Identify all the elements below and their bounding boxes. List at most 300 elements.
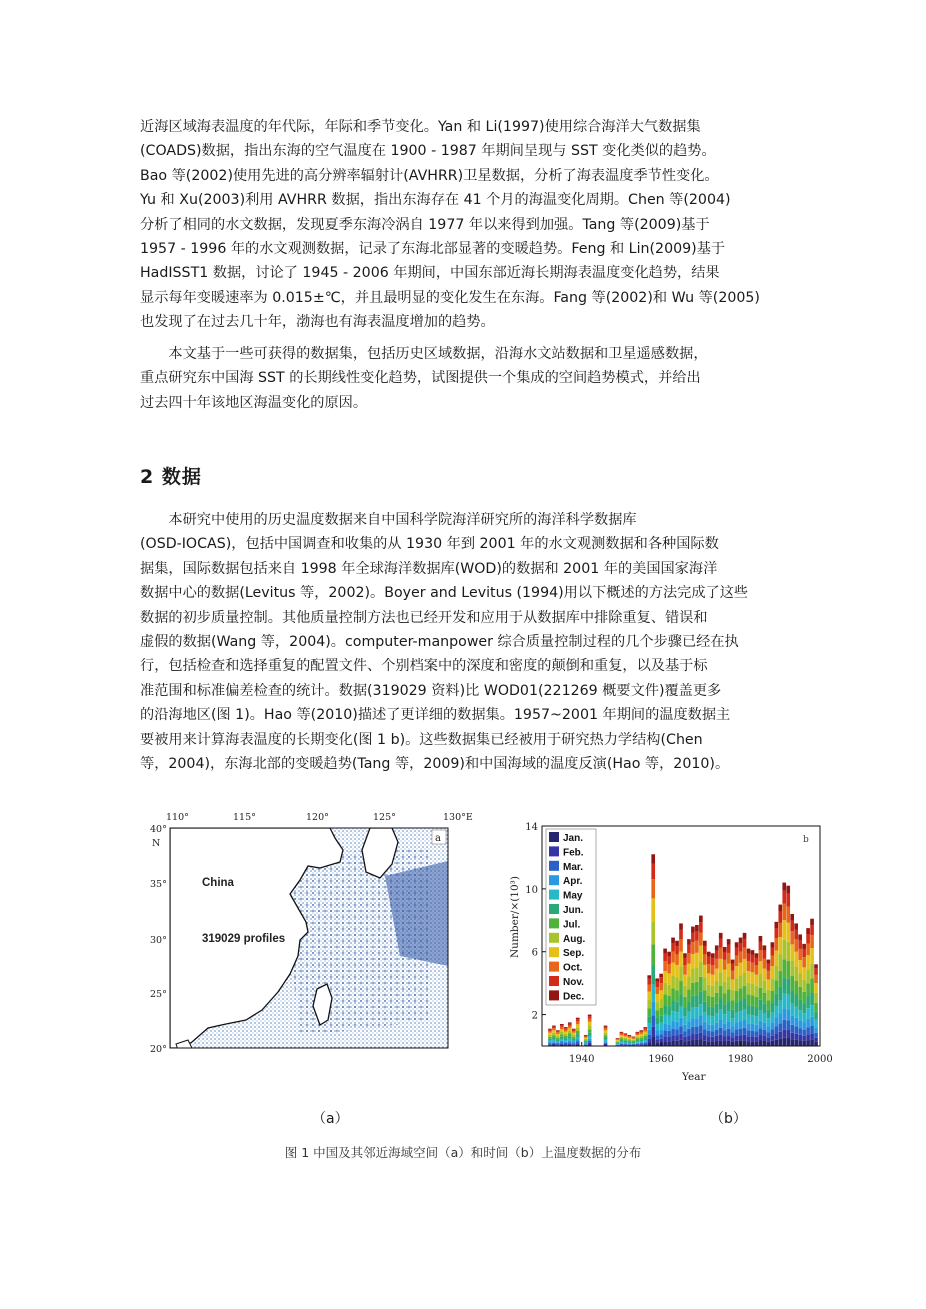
bar-segment-Aug. xyxy=(802,980,806,992)
panel-letter-a: a xyxy=(435,833,441,844)
text-line: 数据中心的数据(Levitus 等，2002)。Boyer and Levitus (1994)用以下概述的方法完成了这些 xyxy=(140,585,749,602)
bar-segment-Apr. xyxy=(707,1024,711,1031)
bar-segment-Dec. xyxy=(814,964,818,968)
bar-segment-Dec. xyxy=(723,947,727,952)
bar-segment-Feb. xyxy=(711,1037,715,1042)
stacked-bar-1957 xyxy=(647,975,651,1046)
bar-segment-Oct. xyxy=(774,938,778,950)
bar-segment-Jun. xyxy=(628,1041,632,1042)
legend-swatch xyxy=(549,962,559,972)
bar-segment-Oct. xyxy=(767,971,771,980)
bar-segment-Feb. xyxy=(635,1045,639,1046)
bar-segment-Apr. xyxy=(671,1021,675,1029)
lat-label-40: 40° xyxy=(150,824,167,835)
bar-segment-Jul. xyxy=(703,990,707,1002)
legend-label: Jun. xyxy=(563,905,584,916)
bar-segment-Mar. xyxy=(576,1041,580,1043)
bar-segment-May xyxy=(632,1043,636,1044)
bar-segment-Mar. xyxy=(588,1041,592,1043)
bar-segment-Aug. xyxy=(731,990,735,1000)
bar-segment-Apr. xyxy=(639,1042,643,1043)
bar-segment-May xyxy=(786,995,790,1009)
bar-segment-Oct. xyxy=(568,1025,572,1027)
bar-segment-May xyxy=(751,1015,755,1024)
lon-label-120: 120° xyxy=(306,812,329,823)
bar-segment-Aug. xyxy=(663,983,667,995)
bar-segment-Feb. xyxy=(576,1043,580,1044)
bar-segment-May xyxy=(635,1041,639,1042)
bar-segment-Apr. xyxy=(635,1043,639,1044)
bar-segment-Mar. xyxy=(703,1029,707,1035)
bar-segment-Jul. xyxy=(552,1035,556,1037)
bar-segment-Jun. xyxy=(763,1004,767,1014)
stacked-bar-1958 xyxy=(651,854,655,1046)
bar-segment-Nov. xyxy=(759,942,763,951)
bar-segment-Dec. xyxy=(679,923,683,929)
stacked-bar-1938 xyxy=(572,1029,576,1046)
stacked-bar-1953 xyxy=(632,1037,636,1046)
bar-segment-Mar. xyxy=(556,1043,560,1044)
bar-segment-Aug. xyxy=(794,966,798,981)
bar-segment-Jan. xyxy=(711,1041,715,1046)
bar-segment-Feb. xyxy=(548,1044,552,1045)
bar-segment-Aug. xyxy=(814,993,818,1003)
bar-segment-May xyxy=(679,1007,683,1018)
bar-segment-Aug. xyxy=(679,966,683,981)
bar-segment-Sep. xyxy=(639,1034,643,1036)
stacked-bar-1977 xyxy=(727,939,731,1046)
bar-segment-Feb. xyxy=(782,1030,786,1038)
bar-segment-Jun. xyxy=(560,1037,564,1039)
bar-segment-Oct. xyxy=(564,1030,568,1032)
bar-segment-Jun. xyxy=(703,1002,707,1013)
bar-segment-Sep. xyxy=(723,970,727,982)
bar-segment-Nov. xyxy=(675,946,679,954)
bar-segment-May xyxy=(616,1043,620,1044)
stacked-bar-1951 xyxy=(624,1033,628,1046)
bar-segment-Jul. xyxy=(715,993,719,1004)
bar-segment-Feb. xyxy=(798,1035,802,1041)
bar-segment-Feb. xyxy=(564,1044,568,1045)
legend-swatch xyxy=(549,933,559,943)
bar-segment-Apr. xyxy=(628,1043,632,1044)
bar-segment-Mar. xyxy=(763,1030,767,1036)
panel-letter-b: b xyxy=(803,835,809,845)
y-axis-ticks xyxy=(525,822,546,1022)
bar-segment-Feb. xyxy=(659,1039,663,1043)
bar-segment-Dec. xyxy=(798,934,802,940)
bar-segment-Jul. xyxy=(786,961,790,979)
bar-segment-Jun. xyxy=(675,1002,679,1013)
bar-segment-Jun. xyxy=(727,1001,731,1012)
bar-segment-Mar. xyxy=(620,1044,624,1045)
bar-segment-Jul. xyxy=(675,990,679,1002)
bar-segment-May xyxy=(814,1020,818,1027)
bar-segment-May xyxy=(767,1018,771,1026)
stacked-bar-1963 xyxy=(671,938,675,1046)
bar-segment-Feb. xyxy=(552,1044,556,1045)
stacked-bar-1988 xyxy=(771,942,775,1046)
bar-segment-Mar. xyxy=(723,1030,727,1036)
stacked-bar-1961 xyxy=(663,949,667,1046)
bar-segment-Apr. xyxy=(735,1022,739,1029)
bar-segment-Aug. xyxy=(651,921,655,944)
bar-segment-Sep. xyxy=(782,920,786,940)
bar-segment-Jun. xyxy=(584,1041,588,1042)
bar-segment-May xyxy=(763,1014,767,1023)
bar-segment-Jun. xyxy=(723,1004,727,1014)
bar-segment-Dec. xyxy=(675,941,679,946)
bar-segment-Jul. xyxy=(810,979,814,993)
bar-segment-Feb. xyxy=(667,1037,671,1042)
bar-segment-Jul. xyxy=(647,1009,651,1017)
bar-segment-Apr. xyxy=(763,1023,767,1030)
bar-segment-Nov. xyxy=(564,1028,568,1030)
bar-segment-Feb. xyxy=(747,1036,751,1041)
bar-segment-Aug. xyxy=(703,978,707,991)
bar-segment-Mar. xyxy=(735,1029,739,1035)
bar-segment-Jan. xyxy=(715,1041,719,1046)
bar-segment-Nov. xyxy=(711,958,715,965)
bar-segment-Jul. xyxy=(711,997,715,1007)
bar-segment-Dec. xyxy=(802,944,806,949)
bar-segment-Feb. xyxy=(731,1037,735,1041)
bar-segment-Aug. xyxy=(620,1037,624,1039)
bar-segment-Oct. xyxy=(560,1027,564,1029)
bar-segment-Dec. xyxy=(588,1015,592,1017)
bar-segment-Jun. xyxy=(635,1040,639,1041)
bar-segment-Jul. xyxy=(771,991,775,1002)
bar-segment-May xyxy=(588,1036,592,1039)
bar-segment-May xyxy=(719,1010,723,1020)
bar-segment-Jan. xyxy=(727,1041,731,1046)
bar-segment-Mar. xyxy=(643,1043,647,1044)
legend-label: May xyxy=(563,890,583,902)
bar-segment-Sep. xyxy=(794,952,798,967)
bar-segment-Nov. xyxy=(643,1028,647,1030)
bar-segment-Jun. xyxy=(643,1038,647,1040)
bar-segment-Nov. xyxy=(687,944,691,953)
bar-segment-Oct. xyxy=(794,939,798,951)
bar-segment-Aug. xyxy=(719,972,723,986)
bar-segment-Oct. xyxy=(695,941,699,953)
stacked-bar-1968 xyxy=(691,927,695,1046)
bar-segment-Sep. xyxy=(576,1024,580,1027)
bar-segment-Apr. xyxy=(576,1039,580,1041)
bar-segment-Sep. xyxy=(711,975,715,986)
bar-segment-Sep. xyxy=(695,953,699,968)
bar-segment-Aug. xyxy=(763,981,767,993)
bar-segment-Oct. xyxy=(632,1038,636,1039)
bar-segment-Jun. xyxy=(790,991,794,1004)
bar-segment-Dec. xyxy=(806,928,810,934)
bar-segment-Oct. xyxy=(759,950,763,961)
bar-segment-Jan. xyxy=(647,1042,651,1046)
bar-segment-Nov. xyxy=(771,947,775,955)
bar-segment-Jul. xyxy=(655,1010,659,1017)
bar-segment-Jul. xyxy=(691,983,695,996)
bar-segment-Jan. xyxy=(699,1039,703,1046)
bar-segment-Mar. xyxy=(806,1027,810,1034)
bar-segment-Nov. xyxy=(616,1039,620,1040)
bar-segment-Oct. xyxy=(683,965,687,974)
bar-segment-Jul. xyxy=(798,987,802,999)
bar-segment-Mar. xyxy=(679,1026,683,1033)
lon-label-115: 115° xyxy=(233,812,256,823)
bar-segment-Oct. xyxy=(786,907,790,923)
bar-segment-May xyxy=(743,1010,747,1020)
bar-segment-Mar. xyxy=(624,1044,628,1045)
bar-segment-Feb. xyxy=(639,1044,643,1045)
bar-segment-Dec. xyxy=(671,938,675,943)
bar-segment-Jun. xyxy=(572,1039,576,1041)
bar-segment-Feb. xyxy=(628,1045,632,1046)
stacked-bar-1950 xyxy=(620,1032,624,1046)
bar-segment-May xyxy=(604,1039,608,1041)
bar-segment-Apr. xyxy=(711,1025,715,1031)
bar-segment-Jun. xyxy=(667,1006,671,1015)
bar-segment-Dec. xyxy=(643,1027,647,1028)
bar-segment-Mar. xyxy=(743,1028,747,1035)
bar-segment-Nov. xyxy=(763,950,767,958)
bar-segment-May xyxy=(568,1038,572,1040)
stacked-bar-1932 xyxy=(548,1029,552,1046)
bar-segment-Jul. xyxy=(560,1034,564,1036)
bar-segment-Aug. xyxy=(588,1026,592,1030)
bar-segment-Apr. xyxy=(810,1017,814,1026)
bar-segment-Jan. xyxy=(774,1040,778,1046)
bar-segment-Aug. xyxy=(556,1036,560,1038)
bar-segment-Oct. xyxy=(663,961,667,971)
bar-segment-Jan. xyxy=(778,1039,782,1046)
bar-segment-Apr. xyxy=(747,1024,751,1031)
bar-segment-Jan. xyxy=(771,1041,775,1046)
bar-segment-Apr. xyxy=(564,1042,568,1043)
stacked-bar-1985 xyxy=(759,936,763,1046)
bar-segment-Jun. xyxy=(691,996,695,1008)
stacked-bar-1998 xyxy=(810,919,814,1046)
bar-segment-Dec. xyxy=(628,1035,632,1036)
bar-segment-Aug. xyxy=(771,979,775,991)
bar-segment-Apr. xyxy=(651,1002,655,1015)
bar-segment-Aug. xyxy=(739,976,743,989)
bar-segment-Nov. xyxy=(691,933,695,943)
bar-segment-Dec. xyxy=(655,978,659,981)
bar-segment-May xyxy=(735,1013,739,1022)
bar-segment-Feb. xyxy=(691,1034,695,1040)
bar-segment-May xyxy=(687,1012,691,1022)
bar-segment-Jul. xyxy=(572,1037,576,1039)
bar-segment-May xyxy=(643,1040,647,1042)
bar-segment-Apr. xyxy=(572,1042,576,1043)
bar-segment-Aug. xyxy=(743,972,747,986)
bar-segment-Dec. xyxy=(572,1029,576,1030)
text-line: 虚假的数据(Wang 等，2004)。computer-manpower 综合质量控制过程的几个步骤已经在执 xyxy=(140,634,739,651)
subcaption-b: （b） xyxy=(710,1111,747,1127)
legend-label: Jan. xyxy=(563,833,584,844)
bar-segment-Mar. xyxy=(683,1031,687,1037)
bar-segment-Sep. xyxy=(584,1038,588,1039)
lon-label-130: 130°E xyxy=(443,812,473,823)
bar-segment-Nov. xyxy=(683,958,687,965)
bar-segment-Mar. xyxy=(810,1026,814,1034)
text-line: 的沿海地区(图 1)。Hao 等(2010)描述了更详细的数据集。1957~2001 年期间的温度数据主 xyxy=(140,707,731,724)
bar-segment-Nov. xyxy=(639,1031,643,1032)
bar-segment-Aug. xyxy=(790,960,794,976)
bar-segment-Nov. xyxy=(695,931,699,941)
bar-segment-Aug. xyxy=(759,975,763,988)
bar-segment-Aug. xyxy=(755,986,759,997)
bar-segment-Feb. xyxy=(814,1038,818,1042)
bar-segment-Aug. xyxy=(632,1040,636,1041)
bar-segment-Oct. xyxy=(604,1028,608,1030)
legend-label: Jul. xyxy=(563,919,581,931)
y-tick-label: 6 xyxy=(531,947,538,959)
bar-segment-Aug. xyxy=(568,1031,572,1034)
bar-segment-Jun. xyxy=(798,999,802,1010)
bar-segment-Nov. xyxy=(723,952,727,960)
bar-segment-Nov. xyxy=(751,955,755,963)
stacked-bar-1965 xyxy=(679,923,683,1046)
bar-segment-May xyxy=(667,1016,671,1024)
bar-segment-Jul. xyxy=(667,996,671,1006)
bar-segment-Apr. xyxy=(663,1024,667,1031)
stacked-bar-1991 xyxy=(782,883,786,1046)
bar-segment-Apr. xyxy=(719,1020,723,1028)
bar-segment-May xyxy=(790,1004,794,1016)
bar-segment-Apr. xyxy=(548,1042,552,1043)
bar-segment-Aug. xyxy=(655,1002,659,1010)
stacked-bar-1955 xyxy=(639,1030,643,1046)
bar-segment-Dec. xyxy=(659,974,663,978)
bar-segment-Oct. xyxy=(763,959,767,969)
bar-segment-Mar. xyxy=(707,1031,711,1037)
bar-segment-Nov. xyxy=(659,977,663,983)
bar-segment-Jun. xyxy=(639,1039,643,1041)
text-line: 行，包括检查和选择重复的配置文件、个别档案中的深度和密度的颠倒和重复，以及基于标 xyxy=(140,658,708,675)
bar-segment-May xyxy=(695,1007,699,1018)
bar-segment-Nov. xyxy=(814,968,818,975)
bar-segment-Oct. xyxy=(572,1031,576,1033)
bar-segment-Aug. xyxy=(767,990,771,1000)
bar-segment-May xyxy=(794,1007,798,1018)
bar-segment-Jul. xyxy=(790,976,794,991)
bar-segment-Sep. xyxy=(651,898,655,921)
bar-segment-Oct. xyxy=(671,952,675,963)
bar-segment-Jul. xyxy=(743,986,747,998)
legend-label: Nov. xyxy=(563,977,584,988)
bar-segment-Apr. xyxy=(798,1020,802,1028)
bar-segment-Nov. xyxy=(739,943,743,952)
bar-segment-Feb. xyxy=(707,1037,711,1042)
bar-segment-Sep. xyxy=(560,1029,564,1032)
bar-segment-Mar. xyxy=(790,1025,794,1033)
bar-segment-Feb. xyxy=(604,1044,608,1045)
bar-segment-May xyxy=(552,1039,556,1041)
bar-segment-Apr. xyxy=(806,1019,810,1027)
stacked-bar-1978 xyxy=(731,960,735,1046)
bar-segment-Jul. xyxy=(739,989,743,1001)
text-line: (COADS)数据，指出东海的空气温度在 1900 - 1987 年期间呈现与 SST 变化类似的趋势。 xyxy=(140,143,716,160)
bar-segment-Jun. xyxy=(782,977,786,993)
bar-segment-Mar. xyxy=(719,1028,723,1035)
bar-segment-Oct. xyxy=(643,1030,647,1032)
bar-segment-Dec. xyxy=(711,953,715,958)
bar-segment-May xyxy=(639,1041,643,1042)
bar-segment-Jun. xyxy=(651,965,655,984)
bar-segment-Feb. xyxy=(671,1035,675,1040)
bar-segment-Apr. xyxy=(755,1025,759,1031)
bar-segment-Dec. xyxy=(790,914,794,921)
bar-segment-Feb. xyxy=(767,1037,771,1041)
bar-segment-Oct. xyxy=(616,1039,620,1040)
bar-segment-Dec. xyxy=(548,1029,552,1030)
stacked-bar-1973 xyxy=(711,953,715,1046)
bar-segment-Dec. xyxy=(794,923,798,929)
bar-segment-May xyxy=(691,1008,695,1019)
bar-segment-Nov. xyxy=(735,947,739,955)
bar-segment-Dec. xyxy=(767,960,771,964)
bar-segment-Jul. xyxy=(659,1008,663,1016)
stacked-bar-1952 xyxy=(628,1035,632,1046)
bar-segment-Sep. xyxy=(739,963,743,976)
bar-segment-Oct. xyxy=(659,983,663,990)
bar-segment-Apr. xyxy=(727,1021,731,1028)
legend-label: Oct. xyxy=(563,962,583,974)
bar-segment-Sep. xyxy=(731,979,735,989)
bar-segment-Aug. xyxy=(727,977,731,990)
bar-segment-Jun. xyxy=(774,994,778,1006)
bar-segment-Sep. xyxy=(604,1030,608,1032)
bar-segment-Nov. xyxy=(782,891,786,904)
bar-segment-Dec. xyxy=(735,942,739,947)
bar-segment-Dec. xyxy=(703,941,707,946)
bar-segment-Oct. xyxy=(715,959,719,969)
bar-segment-Jul. xyxy=(806,984,810,997)
bar-segment-Dec. xyxy=(751,950,755,955)
bar-segment-Dec. xyxy=(584,1035,588,1036)
bar-segment-Jan. xyxy=(786,1038,790,1046)
legend-swatch xyxy=(549,947,559,957)
stacked-bar-1994 xyxy=(794,923,798,1046)
bar-segment-Feb. xyxy=(651,1027,655,1037)
bar-segment-Mar. xyxy=(771,1029,775,1035)
stacked-bar-1956 xyxy=(643,1027,647,1046)
bar-segment-Jan. xyxy=(695,1040,699,1046)
bar-segment-Dec. xyxy=(691,927,695,933)
bar-segment-Jul. xyxy=(604,1035,608,1037)
bar-segment-Aug. xyxy=(707,985,711,996)
bar-segment-Sep. xyxy=(635,1035,639,1037)
stacked-bar-1969 xyxy=(695,925,699,1046)
bar-segment-Dec. xyxy=(651,854,655,864)
bar-segment-Sep. xyxy=(802,967,806,979)
bar-segment-Jun. xyxy=(814,1012,818,1020)
bar-segment-Oct. xyxy=(691,942,695,954)
bar-segment-Nov. xyxy=(667,956,671,964)
bar-segment-Dec. xyxy=(759,936,763,942)
bar-segment-Dec. xyxy=(687,939,691,944)
bar-segment-May xyxy=(560,1039,564,1041)
stacked-bar-1964 xyxy=(675,941,679,1046)
bar-segment-Dec. xyxy=(647,975,651,979)
bar-segment-Mar. xyxy=(759,1028,763,1035)
bar-segment-Mar. xyxy=(663,1030,667,1036)
bar-segment-Sep. xyxy=(572,1033,576,1035)
text-line: 近海区域海表温度的年代际，年际和季节变化。Yan 和 Li(1997)使用综合海洋大气数据集 xyxy=(140,119,701,135)
bar-segment-Jul. xyxy=(778,971,782,987)
bar-segment-Dec. xyxy=(810,919,814,925)
